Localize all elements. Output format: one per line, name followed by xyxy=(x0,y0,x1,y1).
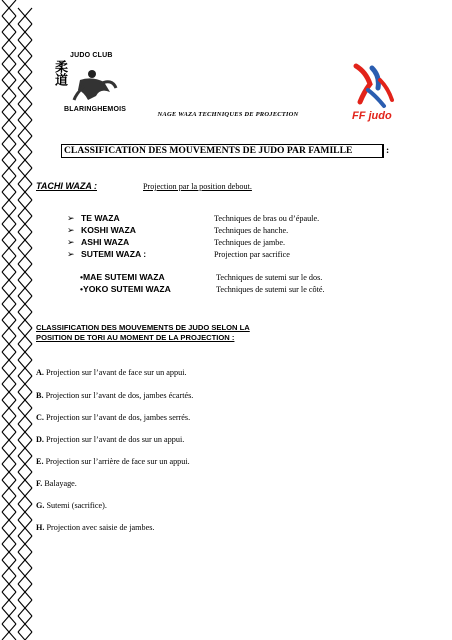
club-logo-text-top: JUDO CLUB xyxy=(70,52,113,59)
waza-name: ASHI WAZA xyxy=(81,237,130,247)
sutemi-item-name: •YOKO SUTEMI WAZA xyxy=(80,284,171,294)
section-heading-line-2: POSITION DE TORI AU MOMENT DE LA PROJECTION : xyxy=(36,333,235,342)
sutemi-item-description: Techniques de sutemi sur le côté. xyxy=(216,285,325,294)
ff-judo-logo xyxy=(350,62,398,126)
list-item xyxy=(36,501,107,510)
arrow-bullet-icon: ➢ xyxy=(67,225,75,235)
item-text: Sutemi (sacrifice). xyxy=(44,501,107,510)
waza-description: Techniques de hanche. xyxy=(214,226,289,235)
tachi-waza-label: TACHI WAZA : xyxy=(36,181,97,191)
item-letter: A. xyxy=(36,368,44,377)
decorative-border xyxy=(0,0,43,640)
item-letter: G. xyxy=(36,501,45,510)
club-logo-kanji: 柔道 xyxy=(52,60,67,86)
section-heading-line-1: CLASSIFICATION DES MOUVEMENTS DE JUDO SELON LA xyxy=(36,323,250,332)
list-item xyxy=(36,479,77,488)
sutemi-item-description: Techniques de sutemi sur le dos. xyxy=(216,273,323,282)
waza-name: KOSHI WAZA xyxy=(81,225,136,235)
item-text: Projection avec saisie de jambes. xyxy=(44,523,155,532)
waza-description: Techniques de bras ou d’épaule. xyxy=(214,214,320,223)
arrow-bullet-icon: ➢ xyxy=(67,213,75,223)
item-letter: E. xyxy=(36,457,44,466)
ff-judo-emblem-icon xyxy=(350,62,398,110)
club-logo-text-bottom: BLARINGHEMOIS xyxy=(64,106,127,113)
arrow-bullet-icon: ➢ xyxy=(67,237,75,247)
waza-name: TE WAZA xyxy=(81,213,120,223)
item-letter: C. xyxy=(36,413,44,422)
arrow-bullet-icon: ➢ xyxy=(67,249,75,259)
item-letter: H. xyxy=(36,523,45,532)
waza-description: Techniques de jambe. xyxy=(214,238,286,247)
sutemi-item-name: •MAE SUTEMI WAZA xyxy=(80,272,165,282)
judoka-figure-icon xyxy=(70,66,120,104)
item-letter: F. xyxy=(36,479,43,488)
section-heading xyxy=(36,323,336,343)
list-item xyxy=(36,457,190,466)
item-text: Projection sur l’avant de dos, jambes serrés. xyxy=(43,413,191,422)
list-item xyxy=(36,391,193,400)
list-item xyxy=(36,413,190,422)
main-title-suffix: : xyxy=(386,145,390,156)
waza-name: SUTEMI WAZA : xyxy=(81,249,147,259)
item-letter: D. xyxy=(36,435,44,444)
waza-description: Projection par sacrifice xyxy=(214,250,290,259)
page-subtitle: NAGE WAZA TECHNIQUES DE PROJECTION xyxy=(157,111,299,118)
item-letter: B. xyxy=(36,391,44,400)
main-title: CLASSIFICATION DES MOUVEMENTS DE JUDO PAR FAMILLE xyxy=(64,145,353,156)
tachi-waza-description: Projection par la position debout. xyxy=(143,182,252,191)
item-text: Balayage. xyxy=(42,479,77,488)
list-item xyxy=(36,435,184,444)
item-text: Projection sur l’arrière de face sur un appui. xyxy=(43,457,190,466)
club-logo xyxy=(48,50,126,116)
list-item xyxy=(36,523,154,532)
item-text: Projection sur l’avant de face sur un appui. xyxy=(43,368,187,377)
list-item xyxy=(36,368,187,377)
item-text: Projection sur l’avant de dos, jambes écartés. xyxy=(43,391,194,400)
ff-judo-logo-text: FF judo xyxy=(352,110,392,122)
item-text: Projection sur l’avant de dos sur un appui. xyxy=(43,435,185,444)
